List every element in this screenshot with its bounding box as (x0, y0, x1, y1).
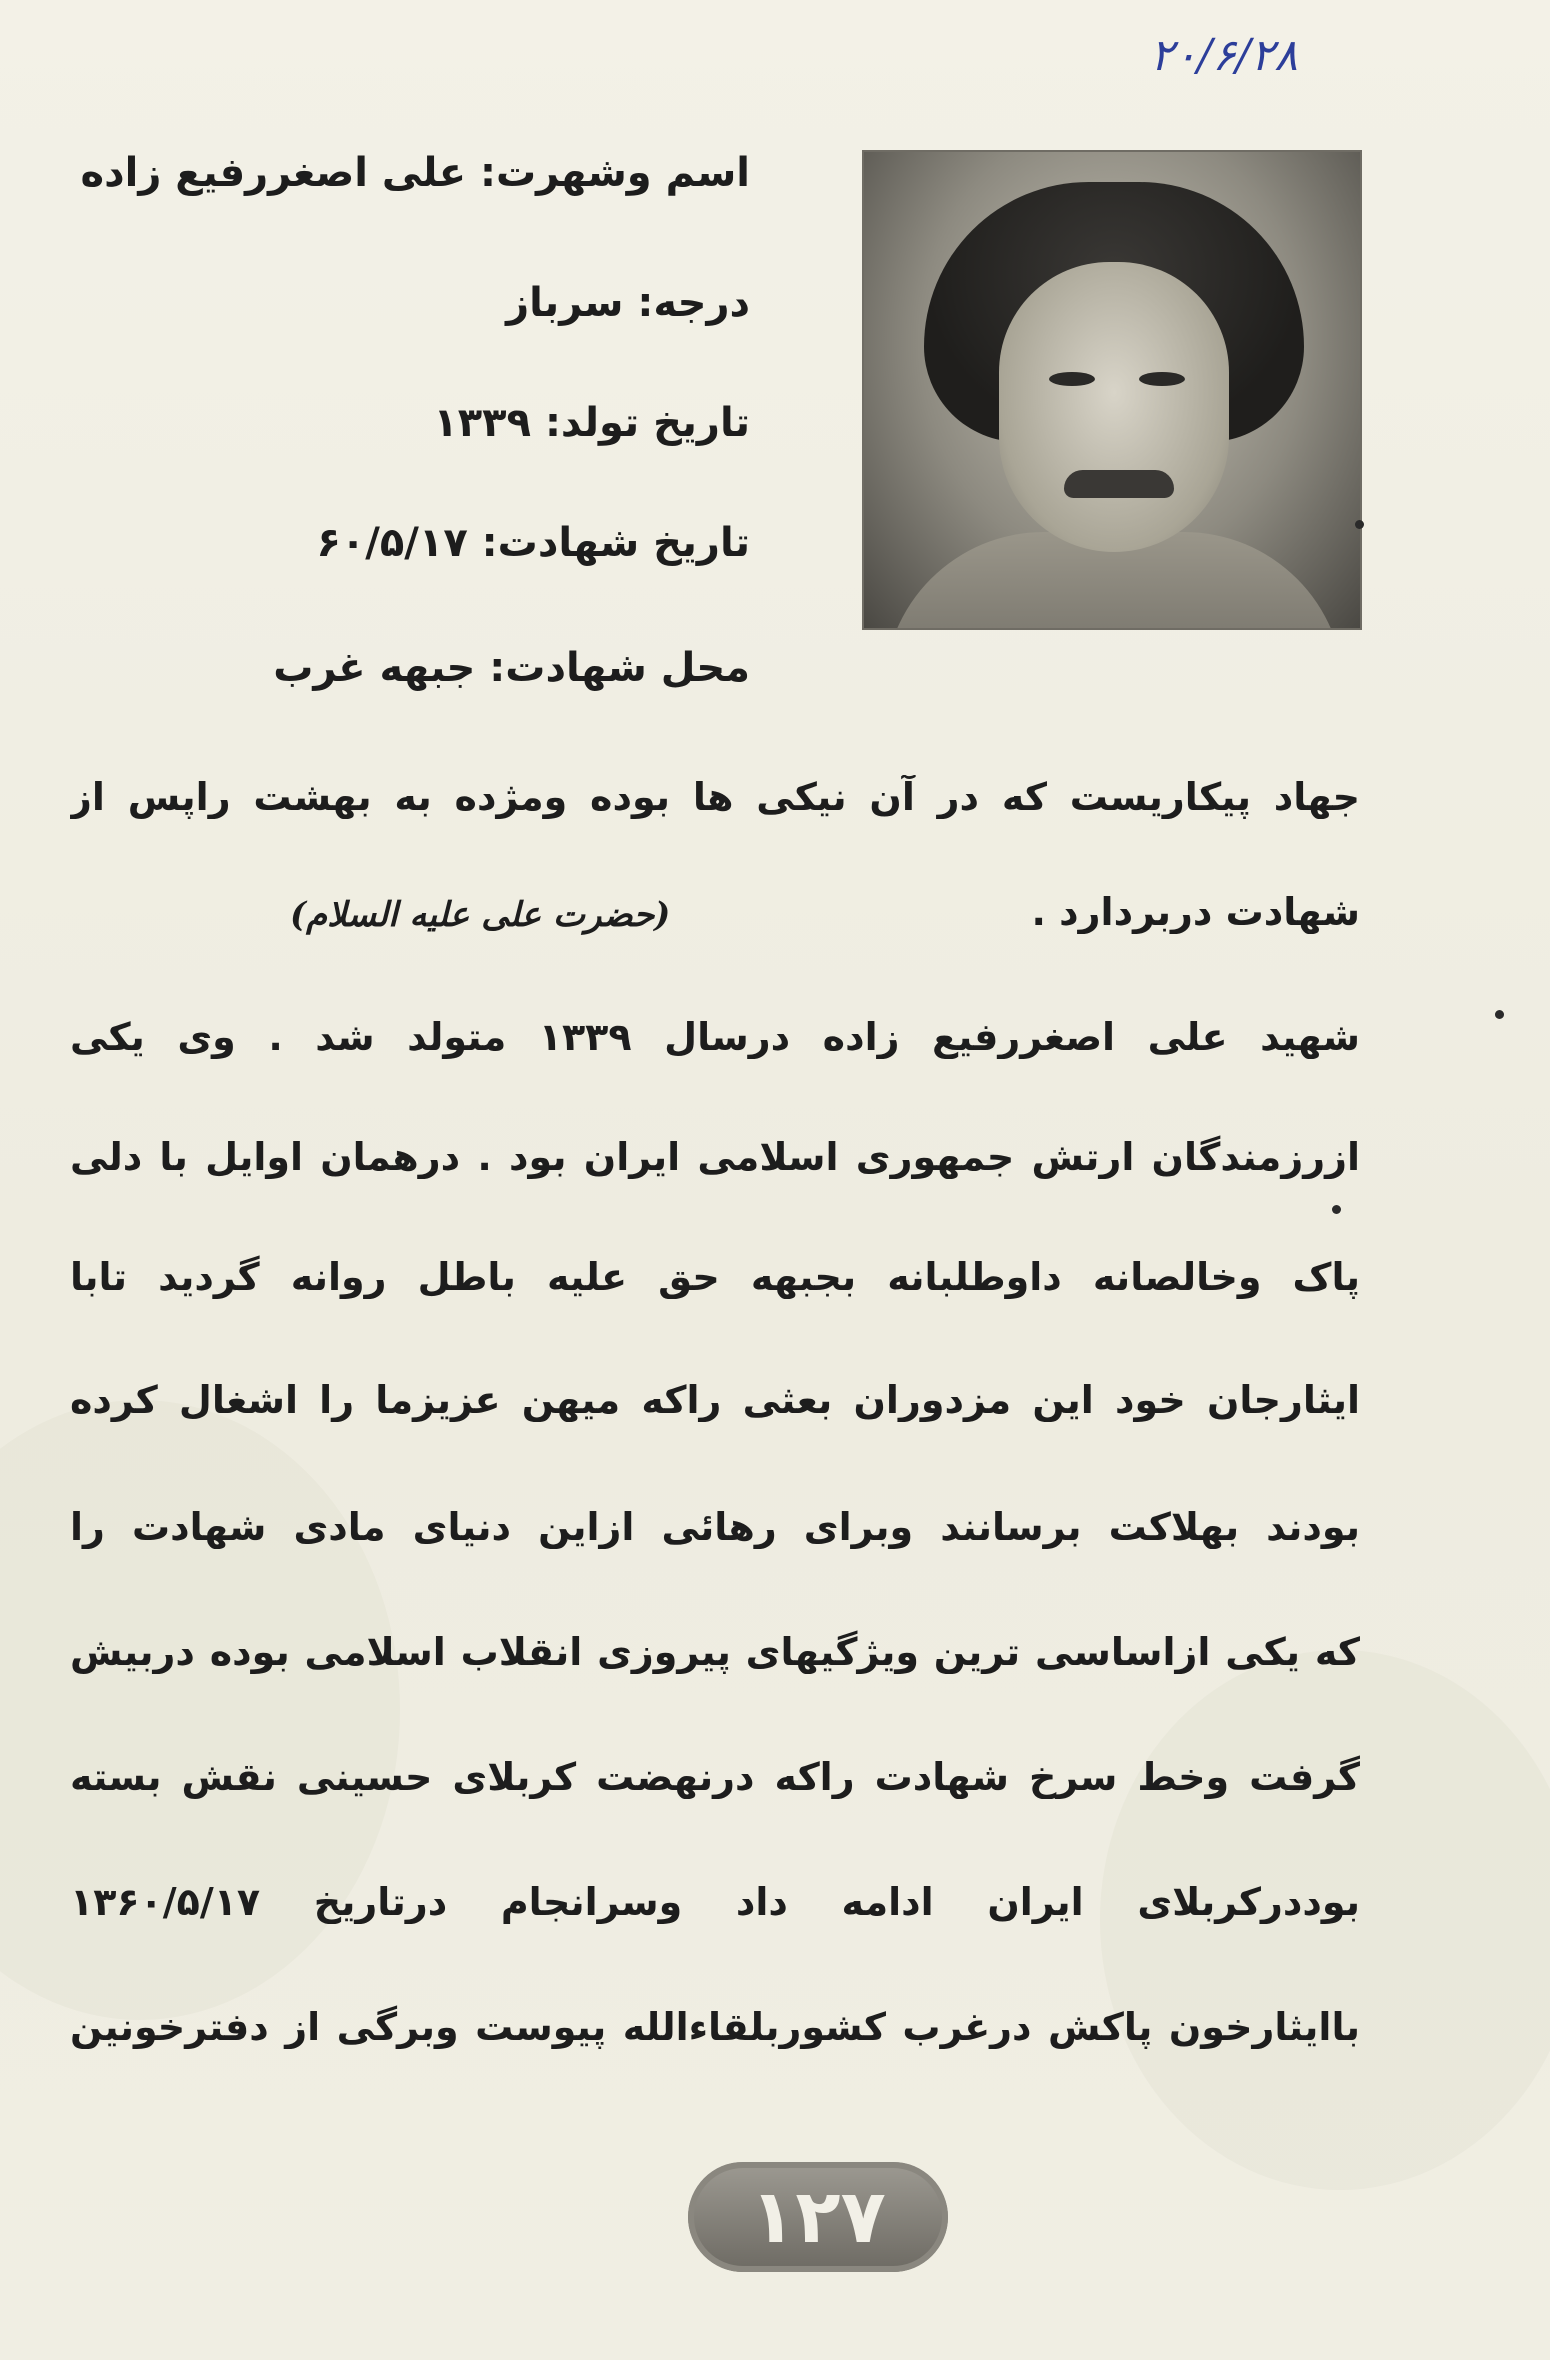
body-line: بودند بهلاکت برسانند وبرای رهائی ازاین دنیای مادی شهادت را (70, 1505, 1360, 1549)
field-label: درجه: (637, 280, 750, 326)
field-value: سرباز (506, 280, 624, 326)
body-line: شهید علی اصغررفیع زاده درسال ۱۳۳۹ متولد شد . وی یکی (70, 1015, 1360, 1059)
page-number: ۱۲۷ (688, 2162, 948, 2272)
body-line: ازرزمندگان ارتش جمهوری اسلامی ایران بود . درهمان اوایل با دلی (70, 1135, 1360, 1179)
field-label: تاریخ شهادت: (481, 520, 750, 566)
field-label: تاریخ تولد: (544, 400, 750, 446)
martyr-photo (862, 150, 1362, 630)
field-birth-date (433, 400, 750, 446)
field-value: ۶۰/۵/۱۷ (316, 520, 468, 566)
photo-eye (1049, 372, 1095, 386)
speck (1355, 520, 1364, 529)
speck (1332, 1205, 1341, 1214)
field-name (80, 150, 750, 196)
field-rank (506, 280, 750, 326)
body-line: ایثارجان خود این مزدوران بعثی راکه میهن عزیزما را اشغال کرده (70, 1378, 1360, 1422)
field-label: اسم وشهرت: (479, 150, 750, 196)
quote-line: شهادت دربردارد . (1031, 890, 1360, 934)
quote-attribution: (حضرت علی علیه السلام) (290, 895, 671, 935)
field-value: ۱۳۳۹ (433, 400, 531, 446)
field-martyrdom-date (316, 520, 750, 566)
photo-eye (1139, 372, 1185, 386)
body-line: باایثارخون پاکش درغرب کشوربلقاءالله پیوست وبرگی از دفترخونین (70, 2005, 1360, 2049)
field-value: علی اصغررفیع زاده (80, 150, 467, 196)
photo-mustache (1064, 470, 1174, 498)
quote-line: جهاد پیکاریست که در آن نیکی ها بوده ومژده به بهشت راپس از (70, 775, 1360, 819)
photo-face (999, 262, 1229, 552)
body-line: پاک وخالصانه داوطلبانه بجبهه حق علیه باطل روانه گردید تابا (70, 1255, 1360, 1299)
paper-stain (0, 1400, 400, 2020)
body-line: گرفت وخط سرخ شهادت راکه درنهضت کربلای حسینی نقش بسته (70, 1755, 1360, 1799)
body-line: بوددرکربلای ایران ادامه داد وسرانجام درتاریخ ۱۳۶۰/۵/۱۷ (70, 1880, 1360, 1924)
field-martyrdom-place (273, 645, 750, 691)
body-line: که یکی ازاساسی ترین ویژگیهای پیروزی انقلاب اسلامی بوده دربیش (70, 1630, 1360, 1674)
field-value: جبهه غرب (273, 645, 476, 691)
handwritten-note: ۲۰/۶/۲۸ (1150, 30, 1298, 81)
field-label: محل شهادت: (489, 645, 750, 691)
speck (1495, 1010, 1504, 1019)
